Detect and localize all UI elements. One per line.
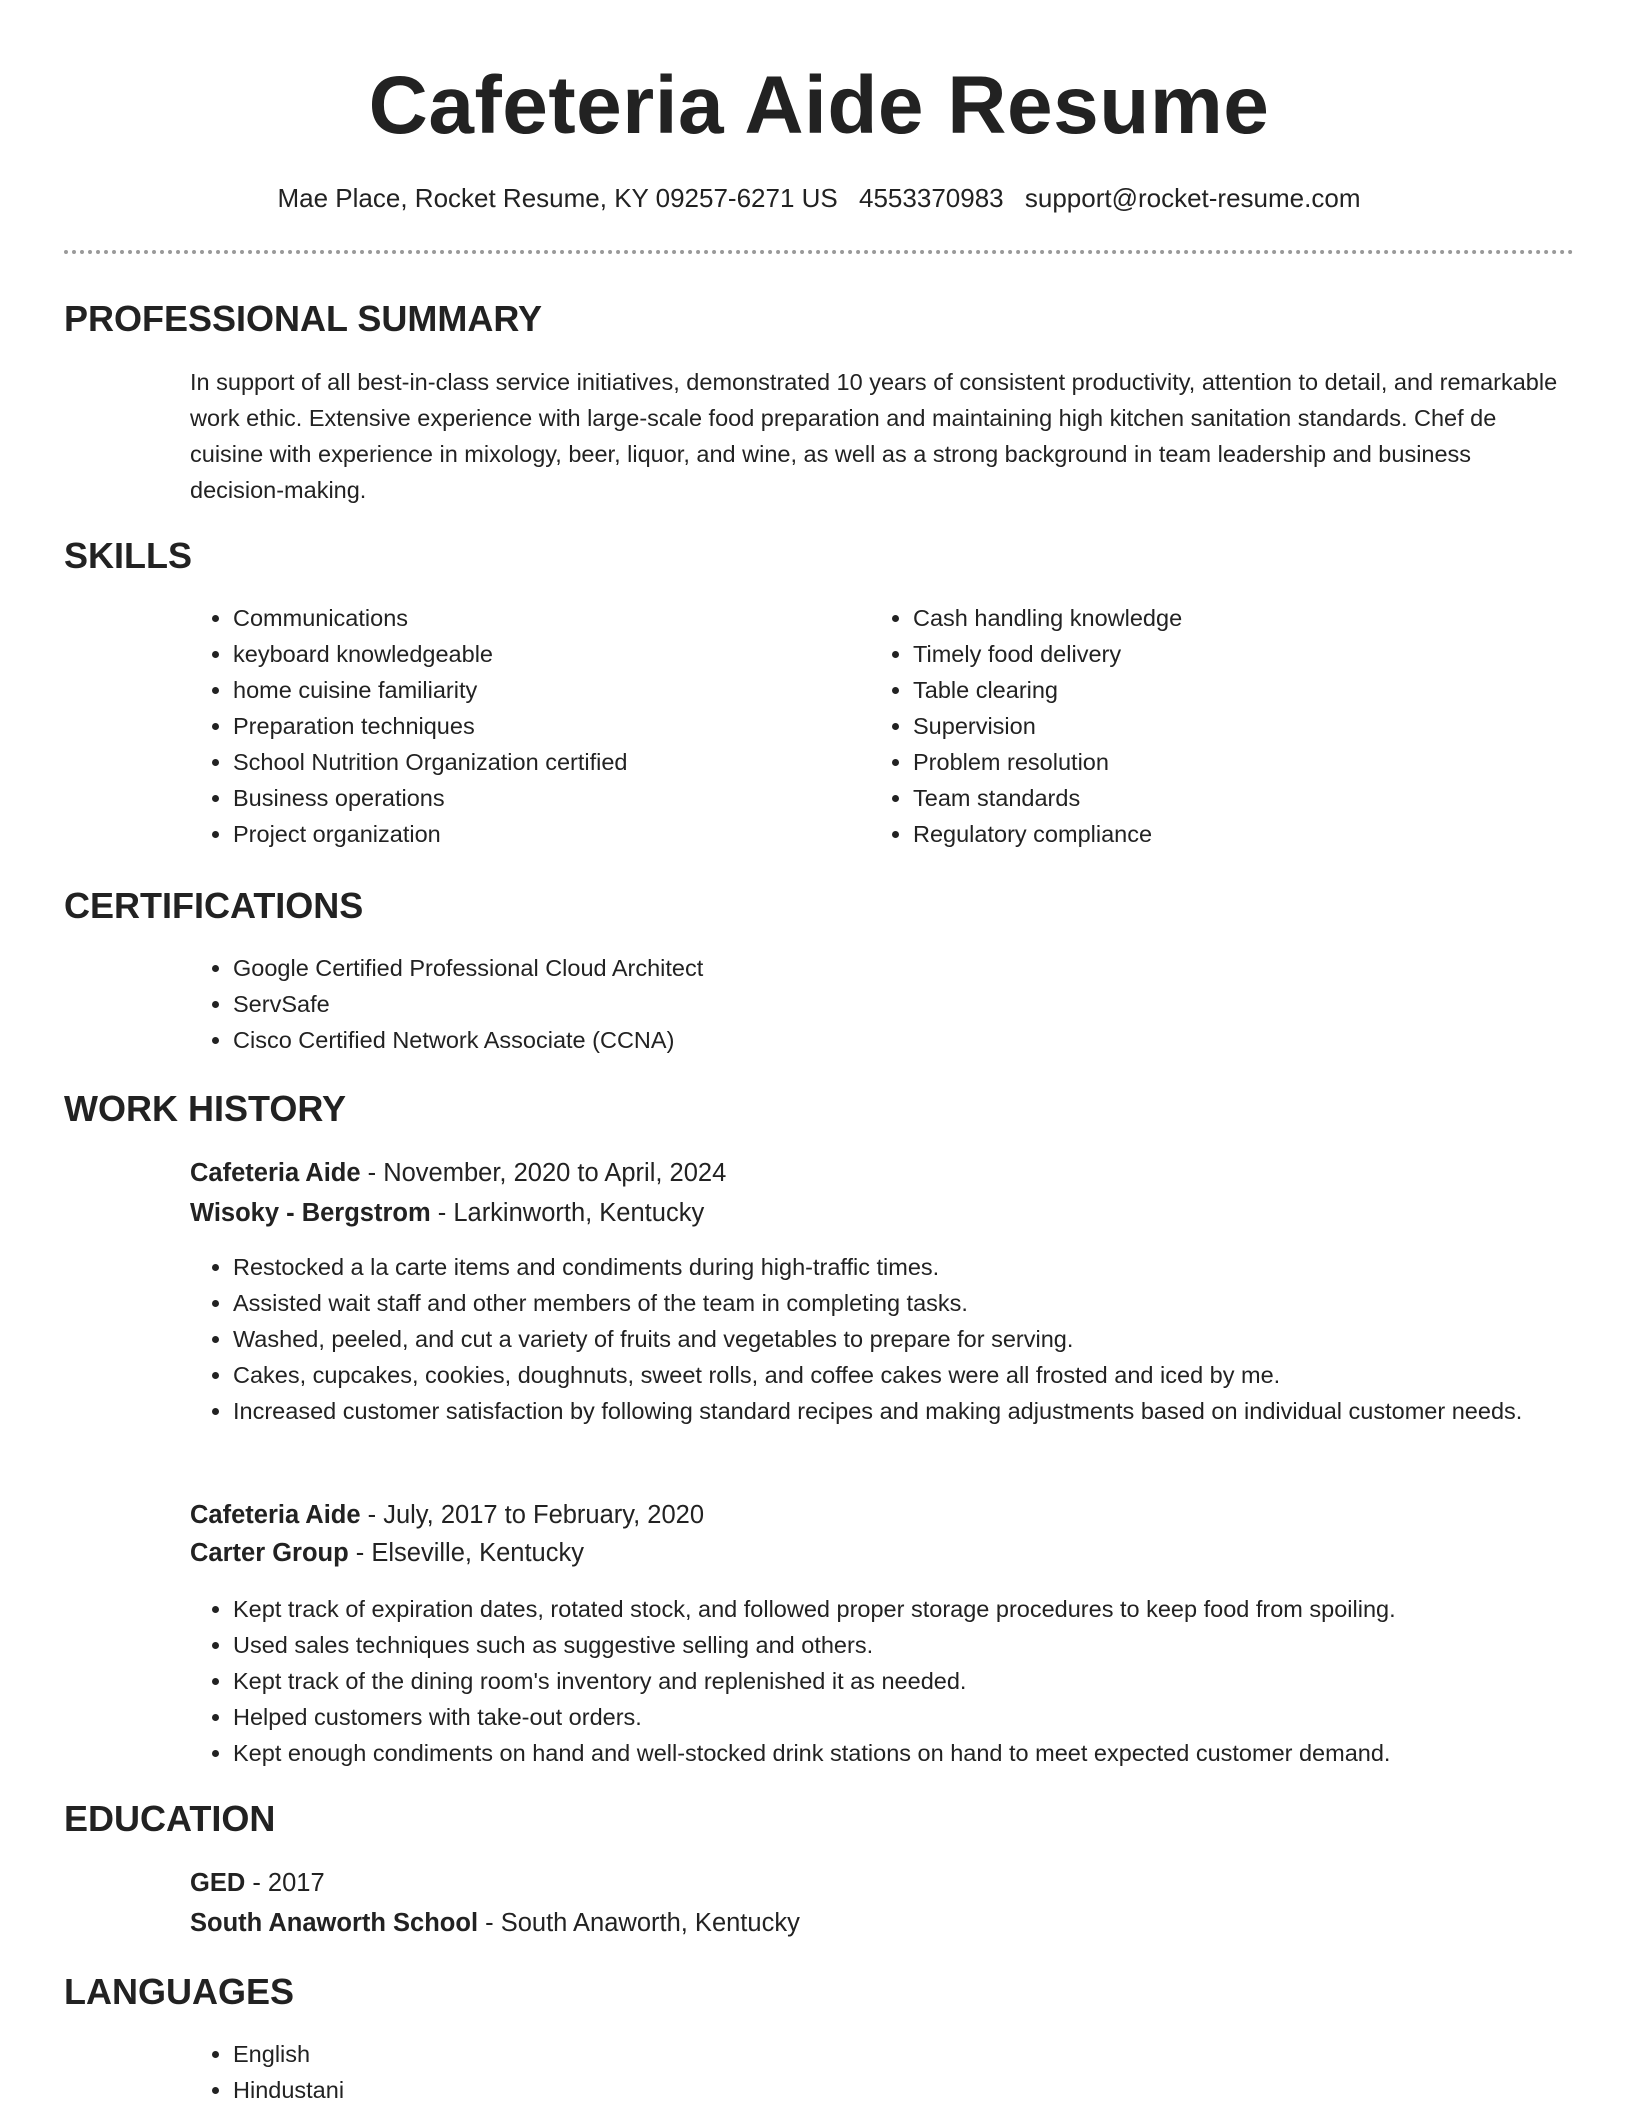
list-item: • Assisted wait staff and other members of the team in completing tasks. [233,1285,1613,1321]
job-1-company-line [190,1195,704,1231]
work-heading: WORK HISTORY [64,1088,347,1129]
list-item: • Project organization [233,816,833,852]
job-2-title-line [190,1497,704,1533]
skills-heading: SKILLS [64,535,193,576]
list-item: • keyboard knowledgeable [233,636,833,672]
list-item: • Helped customers with take-out orders. [233,1699,1613,1735]
job-title: Cafeteria Aide [190,1501,361,1529]
list-item: • Supervision [913,708,1513,744]
job-company: Carter Group [190,1539,349,1567]
summary-heading: PROFESSIONAL SUMMARY [64,298,543,339]
contact-line [64,181,1574,215]
list-item: • home cuisine familiarity [233,672,833,708]
resume-title: Cafeteria Aide Resume [368,60,1270,151]
education-degree: GED [190,1869,246,1897]
job-location: - Elseville, Kentucky [355,1539,584,1567]
contact-address: Mae Place, Rocket Resume, KY 09257-6271 US [277,183,838,213]
certifications-heading: CERTIFICATIONS [64,885,364,926]
contact-phone: 4553370983 [859,183,1004,213]
list-item: • Cakes, cupcakes, cookies, doughnuts, sweet rolls, and coffee cakes were all frosted and iced by me. [233,1357,1613,1393]
list-item: • ServSafe [233,986,1533,1022]
list-item: • Business operations [233,780,833,816]
contact-email: support@rocket-resume.com [1024,183,1361,213]
education-heading: EDUCATION [64,1798,276,1839]
education-degree-line [190,1865,325,1901]
list-item: • Cash handling knowledge [913,600,1513,636]
skills-list-right [870,600,1513,852]
list-item: • Timely food delivery [913,636,1513,672]
job-1-title-line [190,1155,726,1191]
list-item: • Communications [233,600,833,636]
education-year: - 2017 [252,1869,325,1897]
list-item: • Washed, peeled, and cut a variety of fruits and vegetables to prepare for serving. [233,1321,1613,1357]
list-item: • Regulatory compliance [913,816,1513,852]
certifications-list [190,950,1533,1058]
job-dates: - November, 2020 to April, 2024 [367,1159,727,1187]
list-item: • Problem resolution [913,744,1513,780]
job-location: - Larkinworth, Kentucky [437,1199,705,1227]
skills-list-left [190,600,833,852]
list-item: • Used sales techniques such as suggestive selling and others. [233,1627,1613,1663]
job-company: Wisoky - Bergstrom [190,1199,431,1227]
list-item: • School Nutrition Organization certified [233,744,833,780]
list-item: • Team standards [913,780,1513,816]
list-item: • Restocked a la carte items and condiments during high-traffic times. [233,1249,1613,1285]
list-item: • Increased customer satisfaction by following standard recipes and making adjustments based on individual customer needs. [233,1393,1613,1429]
header-divider [64,250,1574,254]
job-2-company-line [190,1535,584,1571]
list-item: • Table clearing [913,672,1513,708]
education-school-line [190,1905,800,1941]
list-item: • Hindustani [233,2072,1233,2108]
education-location: - South Anaworth, Kentucky [485,1909,800,1937]
list-item: • Preparation techniques [233,708,833,744]
job-1-bullets [190,1249,1613,1429]
list-item: • Kept enough condiments on hand and well-stocked drink stations on hand to meet expected customer demand. [233,1735,1613,1771]
list-item: • Kept track of expiration dates, rotated stock, and followed proper storage procedures to keep food from spoiling. [233,1591,1613,1627]
job-dates: - July, 2017 to February, 2020 [367,1501,705,1529]
list-item: • Cisco Certified Network Associate (CCNA) [233,1022,1533,1058]
summary-text: In support of all best-in-class service initiatives, demonstrated 10 years of consistent productivity, attention to detail, and remarkable work ethic. Extensive experience with large-scale food preparation and maintaining high kitchen sanitation standards. Chef de cuisine with experience in mixology, beer, liquor, and wine, as well as a strong background in team leadership and business decision-making. [190,369,1558,503]
list-item: • English [233,2036,1233,2072]
job-title: Cafeteria Aide [190,1159,361,1187]
languages-list [190,2036,1233,2108]
job-2-bullets [190,1591,1613,1771]
list-item: • Kept track of the dining room's inventory and replenished it as needed. [233,1663,1613,1699]
education-school: South Anaworth School [190,1909,479,1937]
languages-heading: LANGUAGES [64,1971,295,2012]
list-item: • Google Certified Professional Cloud Architect [233,950,1533,986]
